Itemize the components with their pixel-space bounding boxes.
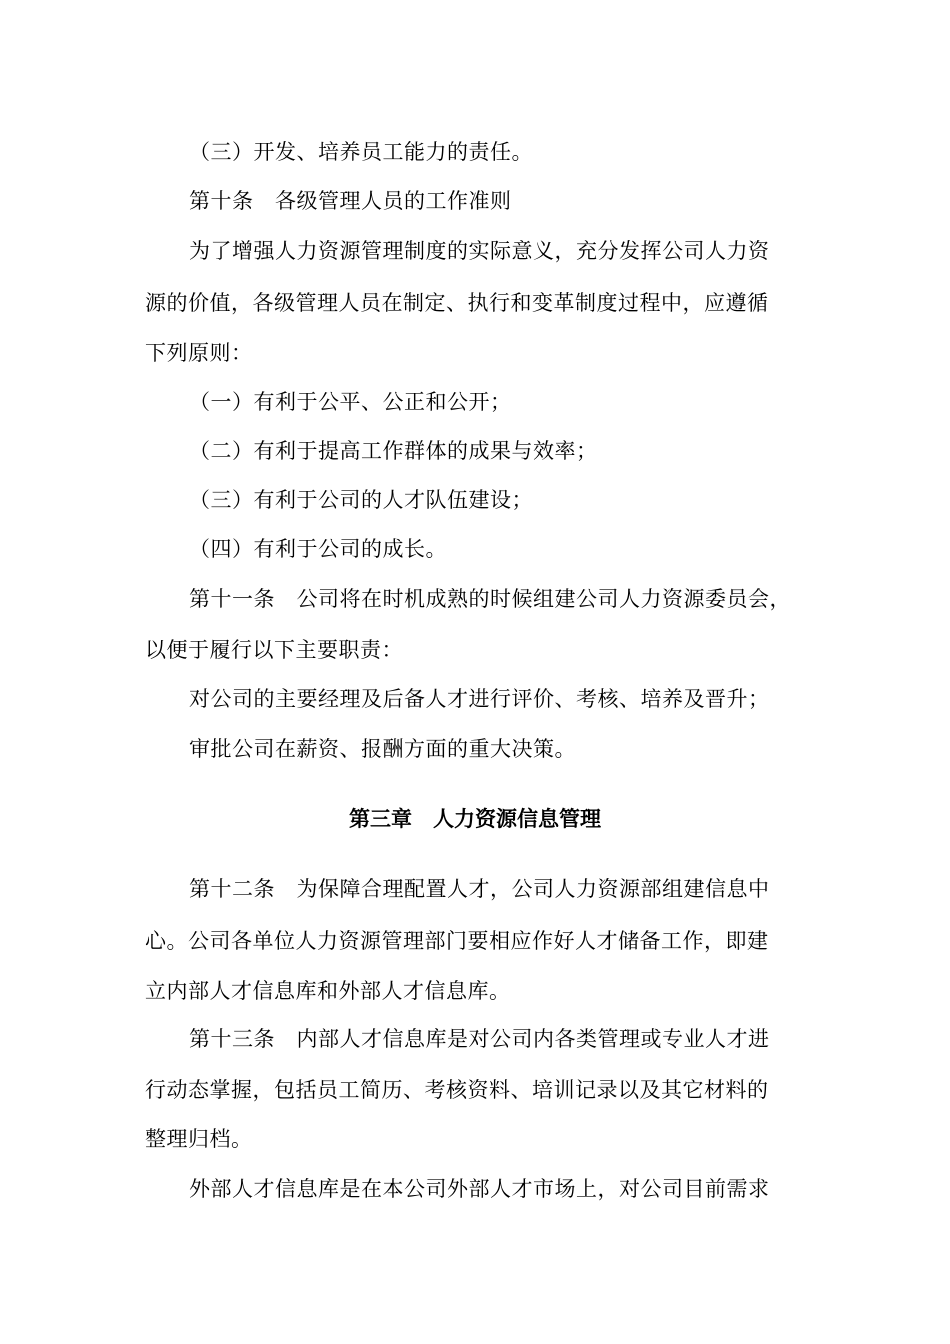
article-line: 第十三条 内部人才信息库是对公司内各类管理或专业人才进 <box>189 1027 770 1051</box>
paragraph-line: 立内部人才信息库和外部人才信息库。 <box>145 979 511 1003</box>
paragraph-line: 整理归档。 <box>145 1127 253 1151</box>
paragraph-line: 外部人才信息库是在本公司外部人才市场上，对公司目前需求 <box>189 1177 770 1201</box>
paragraph-line: 源的价值，各级管理人员在制定、执行和变革制度过程中，应遵循 <box>145 291 769 315</box>
paragraph-line: 下列原则： <box>145 341 253 365</box>
paragraph-line: 审批公司在薪资、报酬方面的重大决策。 <box>189 737 576 761</box>
paragraph-line: 行动态掌握，包括员工简历、考核资料、培训记录以及其它材料的 <box>145 1078 769 1102</box>
list-item: （三）有利于公司的人才队伍建设； <box>189 488 533 512</box>
paragraph-line: 为了增强人力资源管理制度的实际意义，充分发挥公司人力资 <box>189 239 770 263</box>
chapter-title: 第三章 人力资源信息管理 <box>349 807 601 831</box>
list-item: （一）有利于公平、公正和公开； <box>189 390 512 414</box>
article-heading: 第十条 各级管理人员的工作准则 <box>189 189 512 213</box>
paragraph-line: 以便于履行以下主要职责： <box>145 638 403 662</box>
paragraph-line: （三）开发、培养员工能力的责任。 <box>189 140 533 164</box>
list-item: （四）有利于公司的成长。 <box>189 537 447 561</box>
article-line: 第十二条 为保障合理配置人才，公司人力资源部组建信息中 <box>189 877 770 901</box>
paragraph-line: 心。公司各单位人力资源管理部门要相应作好人才储备工作，即建 <box>145 929 769 953</box>
list-item: （二）有利于提高工作群体的成果与效率； <box>189 439 598 463</box>
paragraph-line: 对公司的主要经理及后备人才进行评价、考核、培养及晋升； <box>189 687 770 711</box>
article-line: 第十一条 公司将在时机成熟的时候组建公司人力资源委员会， <box>189 587 791 611</box>
